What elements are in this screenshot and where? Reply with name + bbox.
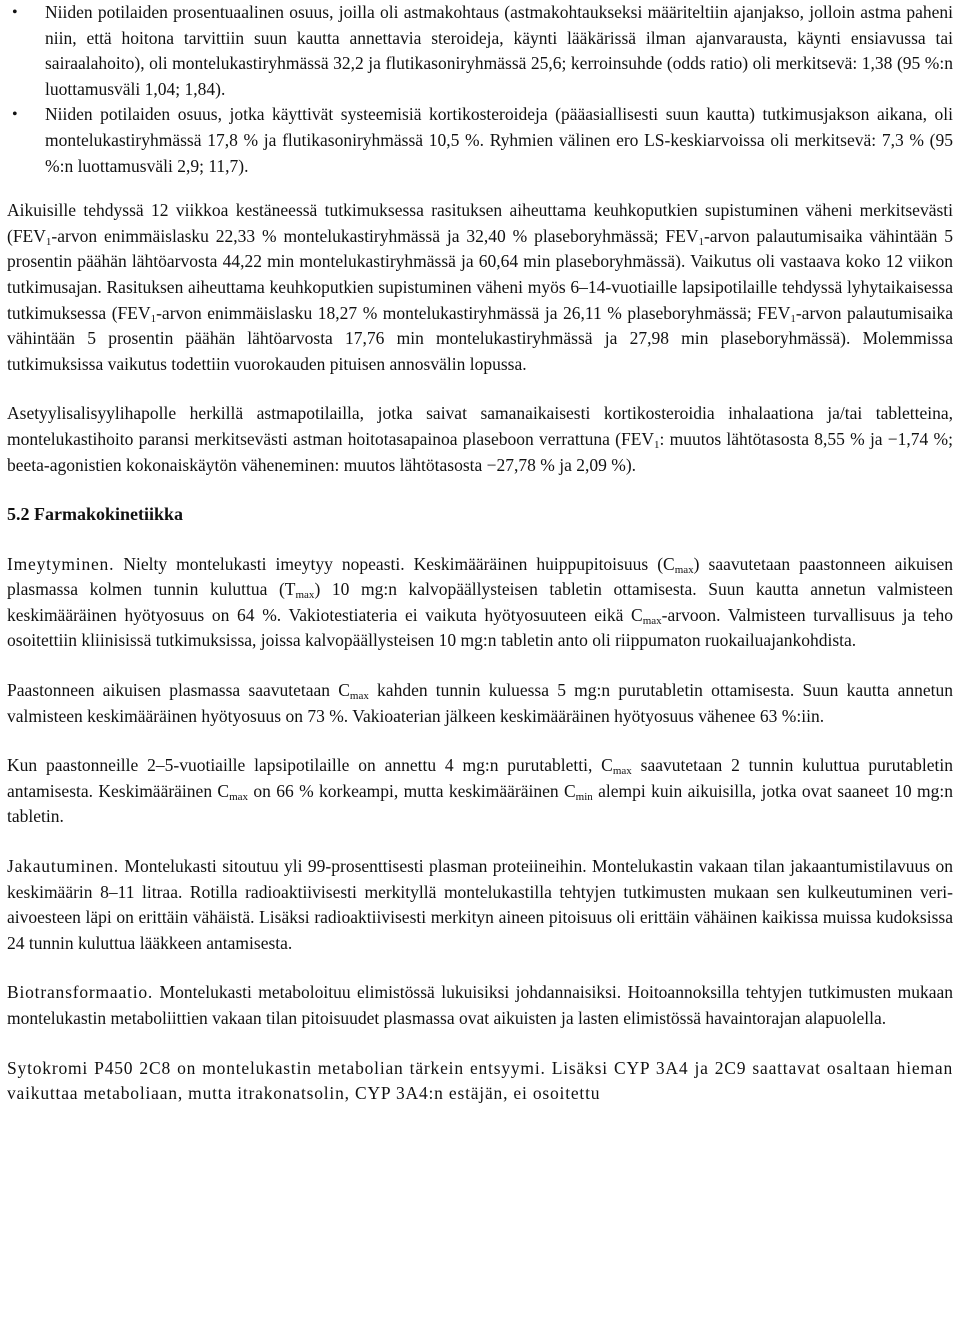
bullet-list	[7, 0, 953, 179]
subscript: 1	[698, 235, 704, 248]
paragraph-children	[7, 753, 953, 830]
subscript: 1	[45, 235, 52, 248]
run-in-label: Imeytyminen.	[7, 553, 115, 574]
text-run: ) saavutetaan paastonneen aikuisen plasmassa kolmen tunnin kuluttua (T	[7, 553, 953, 600]
paragraph-cyp-enzymes: Sytokromi P450 2C8 on montelukastin metabolian tärkein entsyymi. Lisäksi CYP 3A4 ja 2C9 saattavat osaltaan hieman vaikuttaa metaboliaan, mutta itrakonatsolin, CYP 3A4:n estäjän, ei osoitettu	[7, 1057, 953, 1104]
bullet-dot-icon: •	[12, 106, 18, 124]
text-run: alempi kuin aikuisilla, jotka ovat saaneet 10 mg:n tabletin.	[7, 780, 953, 827]
subscript: max	[295, 589, 315, 602]
run-in-label: Jakautuminen.	[7, 856, 119, 877]
text-run: Montelukasti metaboloituu elimistössä lukuisiksi johdannaisiksi. Hoitoannoksilla tehtyjen tutkimusten mukaan montelukastin metaboliittien vakaan tilan pitoisuudet plasmassa ovat aikuisten ja lasten elimistössä havaintorajan alapuolella.	[7, 982, 953, 1028]
paragraph-fasting-adult	[7, 678, 953, 729]
bullet-text: Niiden potilaiden osuus, jotka käyttivät systeemisiä kortikosteroideja (pääasiallisesti suun kautta) tutkimusjakson aikana, oli montelukastiryhmässä 17,8 % ja flutikasoniryhmässä 10,5 %. Ryhmien välinen ero LS-keskiarvoissa oli merkitsevä: 7,3 % (95 %:n luottamusväli 2,9; 11,7).	[45, 104, 953, 176]
paragraph-aspirin-sensitive	[7, 401, 953, 478]
run-in-label: Biotransformaatio.	[7, 982, 154, 1003]
text-run: Nielty montelukasti imeytyy nopeasti. Keskimääräinen huippupitoisuus (C	[114, 553, 675, 574]
section-heading: 5.2 Farmakokinetiikka	[7, 504, 184, 525]
subscript: 1	[150, 312, 157, 325]
paragraph-absorption	[7, 552, 953, 654]
text-run: Montelukasti sitoutuu yli 99-prosenttisesti plasman proteiineihin. Montelukastin vakaan tilan jakaantumistilavuus on keskimäärin 8–11 litraa. Rotilla radioaktiivisesti merkityllä montelukastilla tehtyjen tutkimusten mukaan sen kulkeutuminen veri-aivoesteen läpi on erittäin vähäistä. Lisäksi radioaktiivisesti merkityn aineen pitoisuus oli erittäin vähäinen kaikissa muissa kudoksissa 24 tunnin kuluttua lääkkeen antamisesta.	[7, 856, 953, 953]
bullet-text: Niiden potilaiden prosentuaalinen osuus, joilla oli astmakohtaus (astmakohtaukseksi määriteltiin ajanjakso, jolloin astma paheni niin, että hoitona tarvittiin suun kautta annettavia steroideja, käynti lääkärissä ilman ajanvarausta, käynti ensiavussa tai sairaalahoito), oli montelukastiryhmässä 32,2 ja flutikasoniryhmässä 25,6; kerroinsuhde (odds ratio) oli merkitsevä: 1,38 (95 %:n luottamusväli 1,04; 1,84).	[45, 2, 953, 99]
text-run: Kun paastonneille 2–5-vuotiaille lapsipotilaille on annettu 4 mg:n purutabletti, C	[7, 755, 613, 776]
subscript: 1	[790, 312, 796, 325]
bullet-item	[7, 0, 953, 102]
paragraph-distribution	[7, 854, 953, 956]
text-run: Aikuisille tehdyssä 12 viikkoa kestäneessä tutkimuksessa rasituksen aiheuttama keuhkoputkien supistuminen väheni merkitsevästi (FEV	[7, 200, 953, 246]
text-run: -arvon palautumisaika vähintään 5 prosentin päähän lähtöarvosta 44,22 min montelukastiryhmässä ja 60,64 min plaseboryhmässä). Vaikutus oli vastaava koko 12 viikon tutkimusajan. Rasituksen aiheuttama keuhkoputkien supistuminen väheni myös 6–14-vuotiaille lapsipotilaille tehdyssä lyhytaikaisessa tutkimuksessa (FEV	[7, 225, 953, 323]
text-run: -arvon enimmäislasku 22,33 % montelukastiryhmässä ja 32,40 % plaseboryhmässä; FEV	[51, 225, 699, 246]
text-run: -arvon enimmäislasku 18,27 % montelukastiryhmässä ja 26,11 % plaseboryhmässä; FEV	[156, 302, 791, 323]
bullet-dot-icon: •	[12, 4, 18, 21]
text-run: on 66 % korkeampi, mutta keskimääräinen C	[248, 780, 576, 801]
subscript: max	[674, 563, 694, 576]
subscript: max	[642, 614, 662, 627]
subscript: max	[229, 790, 249, 803]
paragraph-biotransformation	[7, 980, 953, 1031]
subscript: max	[612, 765, 632, 778]
text-run: Asetyylisalisyylihapolle herkillä astmapotilailla, jotka saivat samanaikaisesti kortikosteroidia inhalaationa ja/tai tabletteina, montelukastihoito paransi merkitsevästi astman hoitotasapainoa plaseboon verrattuna (FEV	[7, 403, 953, 449]
text-run: saavutetaan 2 tunnin kuluttua purutabletin antamisesta. Keskimääräinen C	[7, 755, 953, 801]
text-run: ) 10 mg:n kalvopäällysteisen tabletin ottamisesta. Suun kautta annetun valmisteen keskimääräinen hyötyosuus on 64 %. Vakiotestiateria ei vaikuta hyötyosuuteen eikä C	[7, 579, 954, 625]
text-run: -arvoon. Valmisteen turvallisuus ja teho osoitettiin kliinisissä tutkimuksissa, joissa kalvopäällysteisen 10 mg:n tabletin anto oli riippumaton ruokailuajankohdista.	[7, 604, 953, 651]
text-run: kahden tunnin kuluessa 5 mg:n purutabletin ottamisesta. Suun kautta annetun valmisteen keskimääräinen hyötyosuus on 73 %. Vakioaterian jälkeen keskimääräinen hyötyosuus vähenee 63 %:iin.	[7, 680, 953, 726]
subscript: 1	[654, 438, 660, 451]
paragraph-adults-study	[7, 198, 953, 377]
subscript: max	[349, 690, 369, 703]
bullet-item	[7, 102, 953, 179]
text-run: : muutos lähtötasosta 8,55 % ja −1,74 %; beeta-agonistien kokonaiskäytön väheneminen: muutos lähtötasosta −27,78 % ja 2,09 %).	[7, 428, 953, 475]
subscript: min	[575, 790, 593, 803]
text-run: Paastonneen aikuisen plasmassa saavutetaan C	[7, 680, 350, 701]
document-body	[7, 0, 953, 1107]
text-run: -arvon palautumisaika vähintään 5 prosentin päähän lähtöarvosta 17,76 min montelukastiryhmässä ja 27,98 min plaseboryhmässä). Molemmissa tutkimuksissa vaikutus todettiin vuorokauden pituisen annosvälin lopussa.	[7, 302, 953, 374]
